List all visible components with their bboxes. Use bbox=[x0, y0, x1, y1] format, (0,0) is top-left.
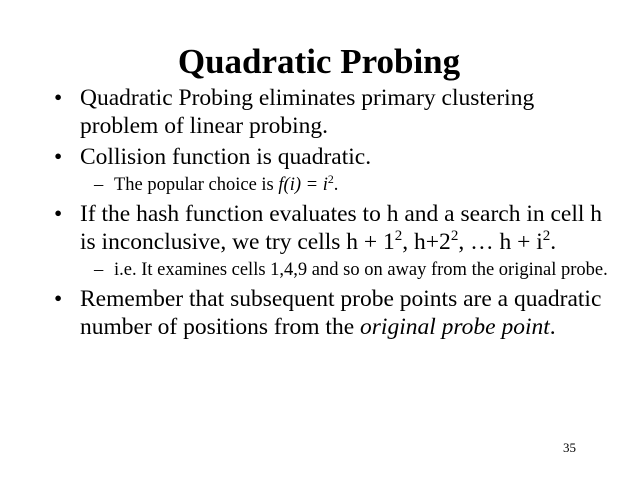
bullet-text-cont: , … h + i bbox=[458, 229, 543, 255]
bullet-marker: • bbox=[54, 85, 63, 111]
sub-bullet-text: i.e. It examines cells 1,4,9 and so on away from the original probe. bbox=[114, 260, 608, 280]
bullet-item bbox=[52, 285, 612, 341]
bullet-item bbox=[52, 143, 612, 171]
bullet-list bbox=[52, 84, 612, 344]
sub-bullet-item bbox=[94, 259, 612, 281]
formula-period: . bbox=[333, 175, 339, 195]
bullet-text: Collision function is quadratic. bbox=[80, 144, 372, 170]
bullet-text-end: . bbox=[549, 314, 556, 340]
exponent: 2 bbox=[542, 228, 551, 245]
sub-bullet-marker: – bbox=[94, 175, 104, 195]
bullet-text: Quadratic Probing eliminates primary clustering problem of linear probing. bbox=[80, 85, 535, 139]
bullet-marker: • bbox=[54, 201, 63, 227]
exponent: 2 bbox=[450, 228, 459, 245]
bullet-text-end: . bbox=[550, 229, 557, 255]
formula-equals: = bbox=[301, 175, 323, 195]
emphasis-probe-point: probe point bbox=[441, 314, 550, 340]
sub-bullet-text: The popular choice is bbox=[114, 175, 279, 195]
formula-i: i bbox=[322, 175, 328, 195]
bullet-text: If the hash function evaluates to h and a search in cell h is inconclusive, we try cells h + 1 bbox=[80, 201, 603, 255]
bullet-text: Remember that subsequent probe points are a quadratic number of positions from the bbox=[80, 286, 602, 340]
bullet-text-cont: , h+2 bbox=[402, 229, 451, 255]
exponent: 2 bbox=[394, 228, 403, 245]
formula-exponent: 2 bbox=[327, 171, 334, 186]
bullet-marker: • bbox=[54, 286, 63, 312]
emphasis-original: original bbox=[360, 314, 436, 340]
bullet-marker: • bbox=[54, 144, 63, 170]
sub-bullet-marker: – bbox=[94, 260, 104, 280]
bullet-item bbox=[52, 84, 612, 140]
bullet-item bbox=[52, 200, 612, 256]
sub-bullet-item bbox=[94, 171, 612, 196]
slide-title: Quadratic Probing bbox=[177, 42, 461, 81]
formula-f-of-i: f(i) bbox=[278, 175, 301, 195]
page-number: 35 bbox=[563, 440, 576, 455]
